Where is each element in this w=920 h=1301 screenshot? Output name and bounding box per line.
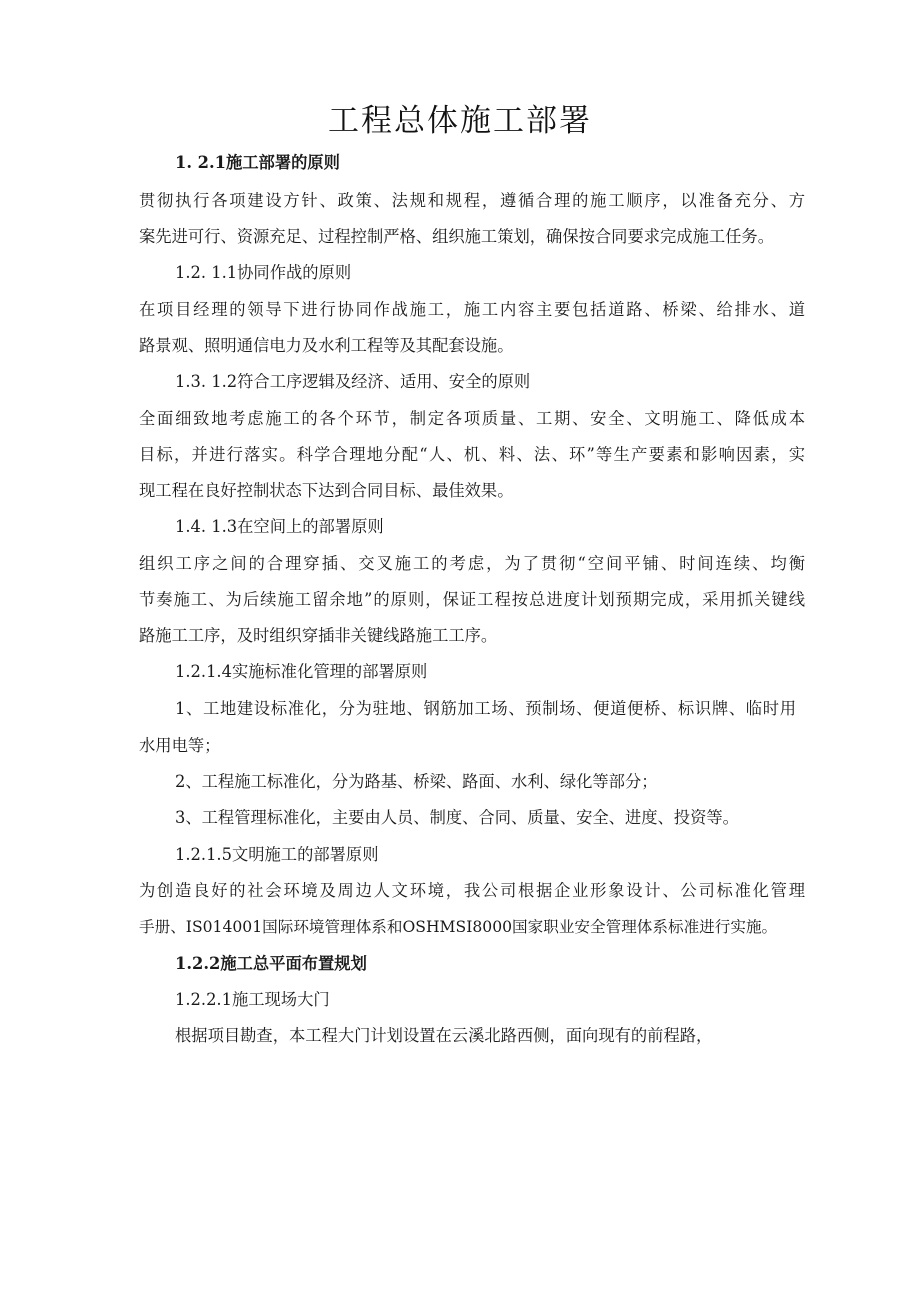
paragraph-line: 3、工程管理标准化，主要由人员、制度、合同、质量、安全、进度、投资等。	[175, 808, 739, 827]
paragraph-line: 现工程在良好控制状态下达到合同目标、最佳效果。	[139, 481, 514, 500]
paragraph-line: 根据项目勘查，本工程大门计划设置在云溪北路西侧，面向现有的前程路，	[175, 1026, 713, 1045]
paragraph-line: 案先进可行、资源充足、过程控制严格、组织施工策划，确保按合同要求完成施工任务。	[139, 227, 774, 246]
paragraph-line: 路施工工序，及时组织穿插非关键线路施工工序。	[139, 626, 498, 645]
section-heading: 1.3. 1.2符合工序逻辑及经济、适用、安全的原则	[175, 372, 531, 391]
paragraph-line: 节奏施工、为后续施工留余地”的原则，保证工程按总进度计划预期完成，采用抓关键线	[139, 590, 805, 609]
section-heading: 1.4. 1.3在空间上的部署原则	[175, 517, 384, 536]
section-heading: 1.2.1.4实施标准化管理的部署原则	[175, 662, 428, 681]
paragraph-line: 1、工地建设标准化，分为驻地、钢筋加工场、预制场、便道便桥、标识牌、临时用	[175, 699, 796, 718]
page-title: 工程总体施工部署	[328, 103, 592, 139]
section-heading: 1.2. 1.1协同作战的原则	[175, 263, 352, 282]
section-heading: 1.2.2施工总平面布置规划	[175, 954, 367, 973]
paragraph-line: 为创造良好的社会环境及周边人文环境，我公司根据企业形象设计、公司标准化管理	[139, 881, 805, 900]
paragraph-line: 组织工序之间的合理穿插、交叉施工的考虑，为了贯彻“空间平铺、时间连续、均衡	[139, 554, 805, 573]
paragraph-line: 手册、IS014001国际环境管理体系和OSHMSI8000国家职业安全管理体系标准进行实施。	[139, 918, 778, 936]
paragraph-line: 目标，并进行落实。科学合理地分配“人、机、料、法、环”等生产要素和影响因素，实	[139, 445, 805, 464]
section-heading: 1. 2.1施工部署的原则	[175, 153, 340, 172]
paragraph-line: 在项目经理的领导下进行协同作战施工，施工内容主要包括道路、桥梁、给排水、道	[139, 300, 805, 319]
section-heading: 1.2.1.5文明施工的部署原则	[175, 845, 379, 864]
paragraph-line: 路景观、照明通信电力及水利工程等及其配套设施。	[139, 336, 514, 355]
paragraph-line: 全面细致地考虑施工的各个环节，制定各项质量、工期、安全、文明施工、降低成本	[139, 409, 805, 428]
section-heading: 1.2.2.1施工现场大门	[175, 990, 330, 1009]
paragraph-line: 贯彻执行各项建设方针、政策、法规和规程，遵循合理的施工顺序，以准备充分、方	[139, 191, 805, 210]
paragraph-line: 水用电等；	[139, 736, 221, 755]
paragraph-line: 2、工程施工标准化，分为路基、桥梁、路面、水利、绿化等部分；	[175, 772, 658, 791]
